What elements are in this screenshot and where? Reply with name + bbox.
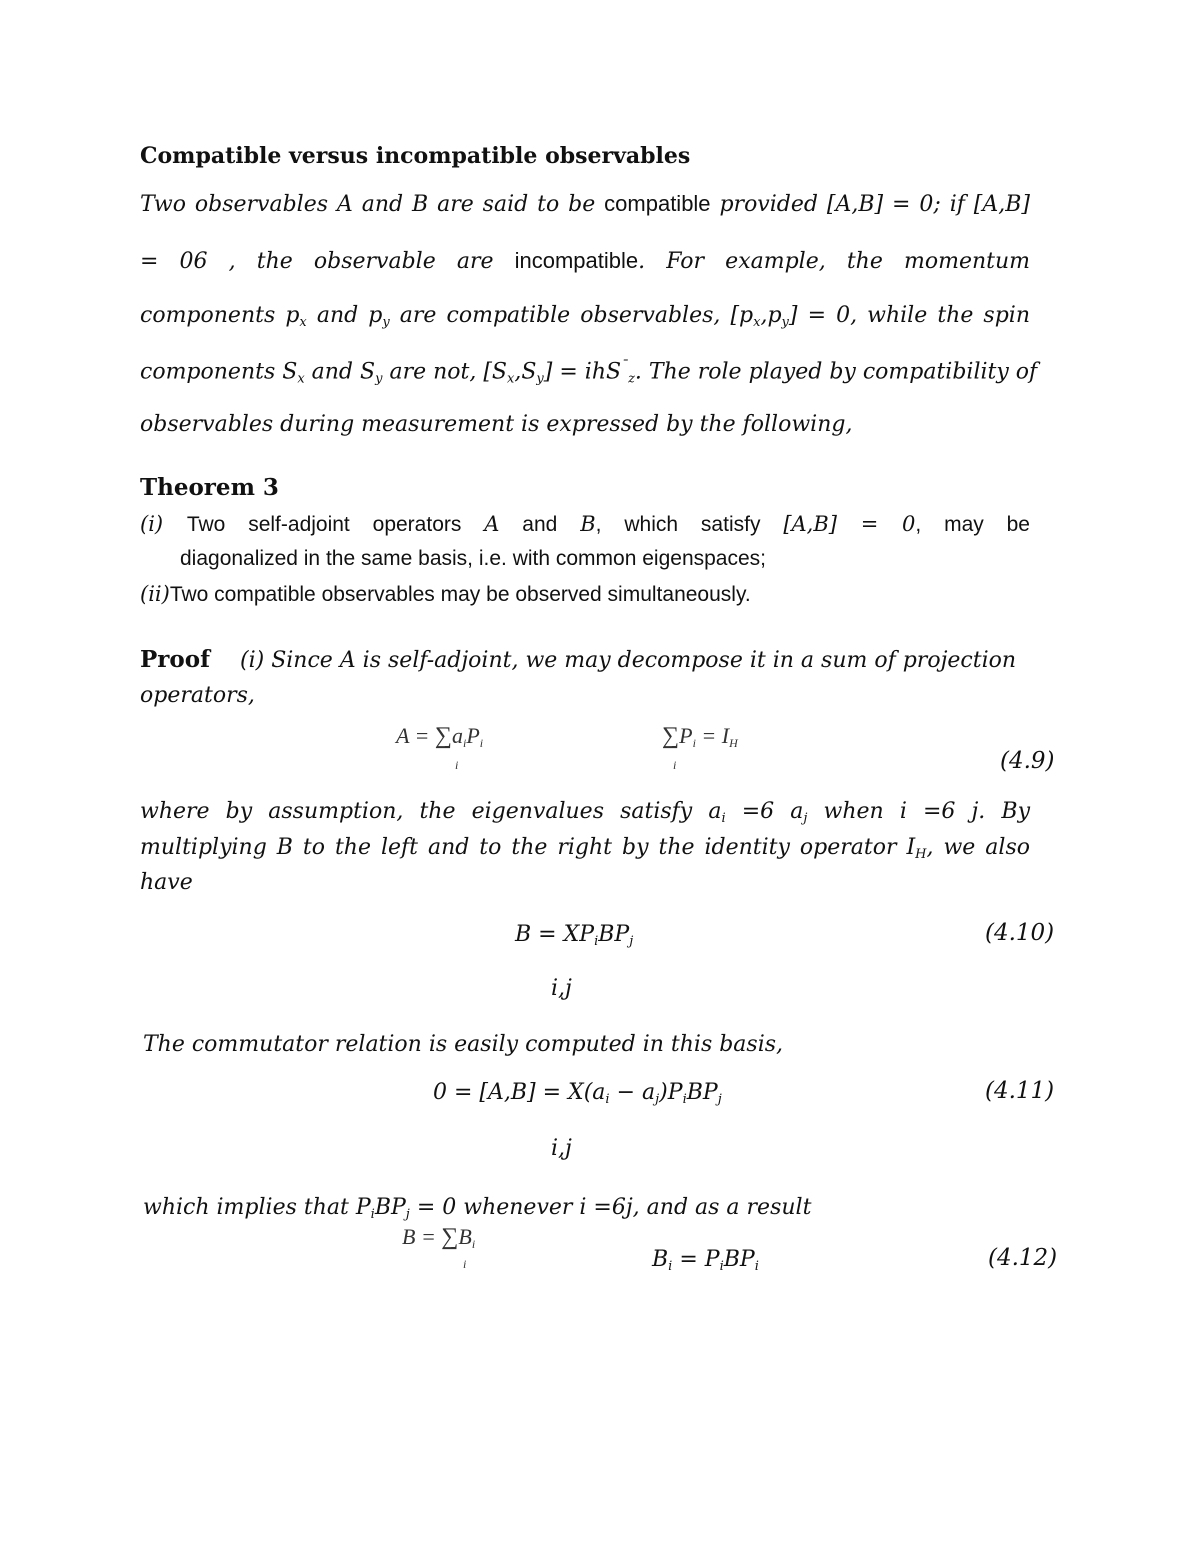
- theorem-item2-label: (ii): [140, 582, 170, 606]
- eq49-lhs: A =: [396, 723, 435, 748]
- para4-e: = 0 whenever i =6j, and as a result: [409, 1195, 812, 1220]
- eq411-b: i: [605, 1092, 610, 1107]
- para1-line4: [140, 358, 1038, 387]
- para1-line3-h: y: [781, 315, 789, 330]
- para1-line3: [140, 303, 1030, 330]
- theorem-item2: [140, 582, 751, 607]
- para4-c: BP: [374, 1195, 406, 1220]
- para1-line3-g: ,p: [760, 303, 782, 328]
- eq411-d: j: [655, 1092, 660, 1107]
- para1-line4-h: y: [536, 371, 544, 387]
- para1-line4-e: are not, [S: [382, 359, 507, 385]
- para1-line4-l: . The role played by compatibility of: [634, 359, 1038, 385]
- eq411-index: [551, 1136, 572, 1161]
- theorem-item1-d: B: [580, 512, 596, 536]
- theorem-item1-line2: [180, 547, 766, 571]
- para2-line2-b: H: [915, 847, 927, 862]
- theorem-item1-label: (i): [140, 512, 164, 536]
- eq49-number: (4.9): [1000, 748, 1055, 774]
- para2-line1-d: j: [803, 811, 808, 826]
- equation-number-4-10: [985, 920, 1054, 946]
- para1-line3-e: are compatible observables, [p: [389, 303, 754, 328]
- eq410-d: j: [629, 934, 634, 949]
- eq49-term2: P: [466, 723, 480, 748]
- equation-number-4-12: [988, 1245, 1057, 1271]
- proof-line1-text: (i) Since A is self-adjoint, we may decompose it in a sum of projection: [240, 648, 1017, 673]
- eq49-term: a: [452, 723, 463, 748]
- para1-line5: [140, 412, 852, 437]
- eq412-left-index-text: i: [463, 1257, 467, 1271]
- eq410-number: (4.10): [985, 920, 1055, 946]
- para1-line4-f: x: [507, 371, 515, 387]
- para1-line4-a: components S: [140, 359, 298, 385]
- eq412-rhs-f: i: [754, 1259, 759, 1274]
- para1-line1-c: provided [A,B] = 0; if [A,B]: [710, 192, 1031, 217]
- para1-line4-d: y: [375, 371, 383, 387]
- para4-a: which implies that P: [143, 1195, 371, 1220]
- section-heading: [140, 143, 690, 169]
- eq411-h: j: [717, 1092, 722, 1107]
- equation-number-4-11: [985, 1078, 1054, 1104]
- equation-4-9-right: [662, 723, 738, 751]
- para1-line3-a: components p: [140, 303, 300, 328]
- eq412-lhs: B =: [402, 1224, 442, 1249]
- eq410-a: B = XP: [515, 922, 595, 947]
- theorem-item2-text: Two compatible observables may be observed simultaneously.: [169, 583, 751, 606]
- eq412-rhs-c: = P: [672, 1247, 720, 1272]
- equation-4-11: [433, 1080, 722, 1107]
- para1-line2-c: . For example, the momentum: [638, 249, 1030, 274]
- para1-line1: [140, 191, 1030, 217]
- eq410-index: [551, 976, 572, 1001]
- para1-line1-b: compatible: [604, 191, 711, 216]
- eq49-rhs-eq-sub: H: [729, 736, 738, 750]
- equation-4-9-left: [396, 723, 483, 751]
- eq412-left-index: [463, 1257, 466, 1272]
- para1-line4-j: ¯: [621, 358, 629, 374]
- para2-line2-c: , we also: [926, 835, 1030, 860]
- eq49-term-sub: i: [463, 736, 467, 750]
- theorem-item1-line2-text: diagonalized in the same basis, i.e. with common eigenspaces;: [180, 547, 766, 570]
- eq49-rhs-term-sub: i: [692, 736, 696, 750]
- eq411-a: 0 = [A,B] = X(a: [433, 1080, 606, 1105]
- equation-4-12-right: [652, 1247, 759, 1274]
- para3-text: The commutator relation is easily computed in this basis,: [143, 1032, 784, 1057]
- eq49-right-index-text: i: [673, 758, 677, 772]
- eq49-rhs-term: P: [679, 723, 693, 748]
- eq49-rhs-sigma: ∑: [662, 723, 680, 749]
- equation-number-4-9: [1000, 748, 1055, 774]
- equation-4-12-left: [402, 1224, 475, 1252]
- eq411-f: i: [682, 1092, 687, 1107]
- para1-line3-b: x: [299, 315, 307, 330]
- equation-4-10: [515, 922, 633, 949]
- eq49-sigma: ∑: [434, 723, 452, 749]
- para1-line3-d: y: [382, 315, 390, 330]
- para2-line1-e: when i =6 j. By: [807, 799, 1030, 824]
- theorem-item1-line1: [140, 512, 1030, 537]
- para2-line1-c: =6 a: [725, 799, 804, 824]
- para1-line4-b: x: [297, 371, 305, 387]
- theorem-title: [140, 474, 279, 501]
- para1-line4-g: ,S: [514, 359, 537, 385]
- section-heading-text: Compatible versus incompatible observables: [140, 143, 691, 169]
- eq49-left-index-text: i: [455, 758, 459, 772]
- para2-line3-text: have: [140, 870, 193, 895]
- eq412-term: B: [458, 1224, 472, 1249]
- proof-line1: [140, 646, 1016, 673]
- proof-line2: [140, 683, 255, 708]
- para1-line4-c: and S: [304, 359, 376, 385]
- para1-line2-a: = 06 , the observable are: [140, 249, 515, 274]
- para2-line2: [140, 835, 1030, 862]
- eq412-term-sub: i: [471, 1237, 476, 1251]
- theorem-item1-c: and: [499, 513, 581, 536]
- theorem-item1-a: Two self-adjoint operators: [186, 513, 485, 536]
- eq411-index-text: i,j: [551, 1136, 572, 1161]
- para2-line1: [140, 799, 1030, 826]
- eq410-b: i: [594, 934, 599, 949]
- eq412-sigma: ∑: [441, 1224, 459, 1250]
- theorem-item1-f: [A,B] = 0: [783, 512, 916, 536]
- eq49-rhs-eq: = I: [695, 723, 730, 748]
- proof-title: Proof: [140, 646, 210, 673]
- para2-line1-a: where by assumption, the eigenvalues satisfy a: [140, 799, 722, 824]
- para2-line1-b: i: [721, 811, 726, 826]
- eq412-rhs-a: B: [652, 1247, 669, 1272]
- para1-line1-a: Two observables A and B are said to be: [140, 192, 605, 217]
- eq49-left-index: [455, 758, 458, 773]
- para4: [143, 1195, 811, 1222]
- eq412-rhs-e: BP: [723, 1247, 755, 1272]
- para1-line5-text: observables during measurement is expressed by the following,: [140, 412, 853, 437]
- para1-line4-k: z: [628, 371, 635, 387]
- eq411-g: BP: [686, 1080, 718, 1105]
- eq411-e: )P: [659, 1080, 683, 1105]
- theorem-item1-g: , may be: [915, 513, 1030, 536]
- eq412-rhs-d: i: [719, 1259, 724, 1274]
- para4-d: j: [405, 1207, 410, 1222]
- eq411-c: − a: [609, 1080, 656, 1105]
- theorem-title-text: Theorem 3: [140, 474, 279, 501]
- eq412-number: (4.12): [988, 1245, 1058, 1271]
- eq410-index-text: i,j: [551, 976, 572, 1001]
- eq411-number: (4.11): [985, 1078, 1055, 1104]
- para4-b: i: [370, 1207, 375, 1222]
- para1-line2: [140, 248, 1030, 274]
- para1-line3-i: ] = 0, while the spin: [788, 303, 1031, 328]
- para1-line3-f: x: [753, 315, 761, 330]
- theorem-item1-e: , which satisfy: [595, 513, 784, 536]
- para1-line4-i: ] = ihS: [543, 359, 622, 385]
- para1-line3-c: and p: [306, 303, 383, 328]
- eq412-rhs-b: i: [668, 1259, 673, 1274]
- para2-line3: [140, 870, 193, 895]
- para2-line2-a: multiplying B to the left and to the right by the identity operator I: [140, 835, 916, 860]
- proof-line2-text: operators,: [140, 683, 255, 708]
- eq49-term2-sub: i: [479, 736, 484, 750]
- eq49-right-index: [673, 758, 676, 773]
- eq410-c: BP: [598, 922, 630, 947]
- para3: [143, 1032, 783, 1057]
- theorem-item1-b: A: [484, 512, 500, 536]
- para1-line2-b: incompatible: [514, 248, 639, 273]
